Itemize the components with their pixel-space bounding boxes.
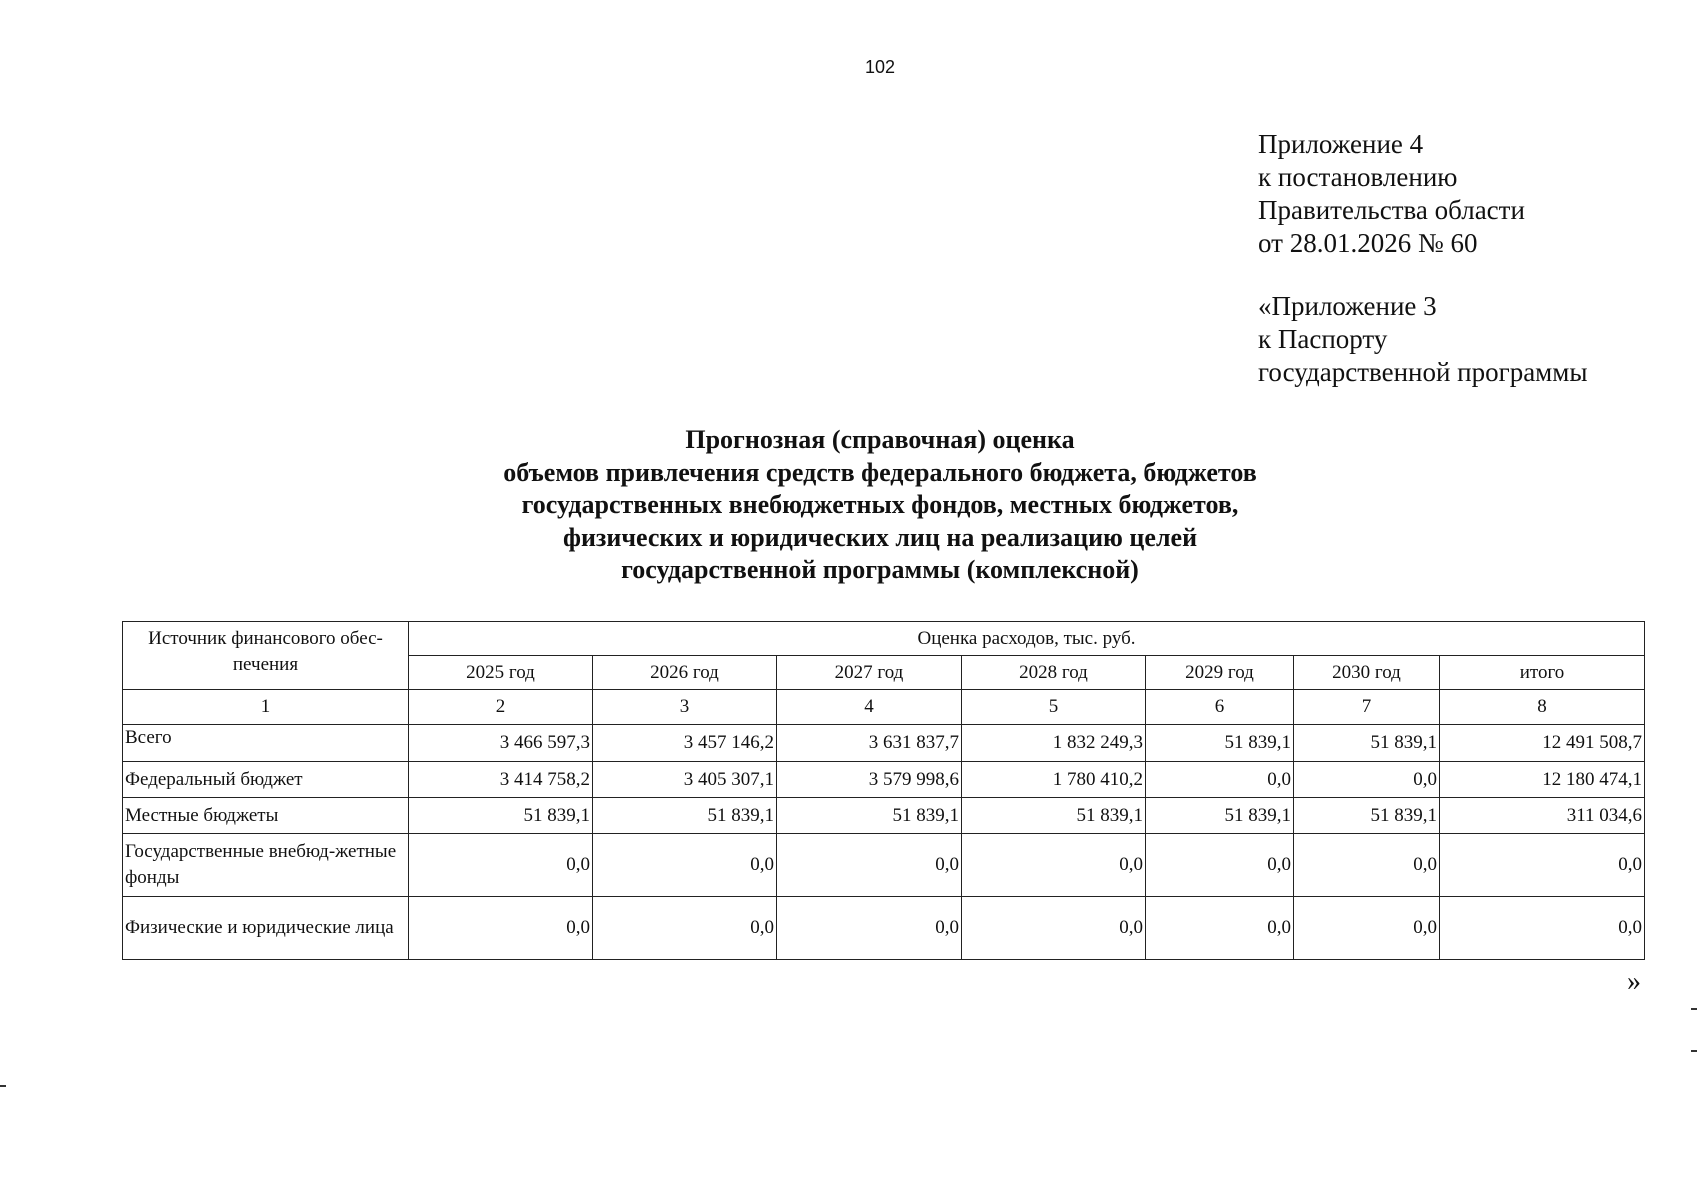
value-cell: 51 839,1 (1146, 725, 1294, 762)
column-number: 8 (1440, 690, 1645, 725)
total-cell: 12 491 508,7 (1440, 725, 1645, 762)
value-cell: 0,0 (1294, 762, 1440, 798)
source-header: Источник финансового обес-печения (123, 622, 409, 690)
appendix-line: Правительства области (1258, 195, 1525, 225)
appendix-line: к постановлению (1258, 162, 1458, 192)
year-header: 2026 год (593, 656, 777, 690)
value-cell: 1 780 410,2 (962, 762, 1146, 798)
value-cell: 0,0 (1294, 897, 1440, 960)
title-line: государственной программы (комплексной) (621, 555, 1139, 584)
year-header: 2028 год (962, 656, 1146, 690)
column-number: 3 (593, 690, 777, 725)
appendix-ref-line: «Приложение 3 (1258, 291, 1437, 321)
total-cell: 0,0 (1440, 897, 1645, 960)
appendix-ref-line: к Паспорту (1258, 324, 1388, 354)
value-cell: 0,0 (777, 897, 962, 960)
row-label: Физические и юридические лица (123, 897, 409, 960)
value-cell: 51 839,1 (1294, 725, 1440, 762)
value-cell: 3 579 998,6 (777, 762, 962, 798)
value-cell: 51 839,1 (593, 798, 777, 834)
value-cell: 0,0 (962, 834, 1146, 897)
value-cell: 0,0 (409, 834, 593, 897)
row-label: Всего (123, 725, 409, 762)
appendix-line: от 28.01.2026 № 60 (1258, 228, 1478, 258)
value-cell: 51 839,1 (962, 798, 1146, 834)
year-header: 2030 год (1294, 656, 1440, 690)
year-header: 2025 год (409, 656, 593, 690)
table-row (123, 725, 1645, 762)
value-cell: 0,0 (409, 897, 593, 960)
scan-edge-mark (0, 1085, 6, 1087)
appendix-ref-line: государственной программы (1258, 357, 1588, 387)
value-cell: 3 414 758,2 (409, 762, 593, 798)
column-number: 1 (123, 690, 409, 725)
value-cell: 0,0 (777, 834, 962, 897)
table-row (123, 897, 1645, 960)
table-row (123, 762, 1645, 798)
row-label: Федеральный бюджет (123, 762, 409, 798)
total-cell: 311 034,6 (1440, 798, 1645, 834)
total-cell: 12 180 474,1 (1440, 762, 1645, 798)
page-number: 102 (864, 57, 896, 77)
value-cell: 3 405 307,1 (593, 762, 777, 798)
value-cell: 51 839,1 (1294, 798, 1440, 834)
value-cell: 1 832 249,3 (962, 725, 1146, 762)
estimate-header: Оценка расходов, тыс. руб. (409, 622, 1645, 656)
value-cell: 0,0 (593, 897, 777, 960)
value-cell: 0,0 (1146, 762, 1294, 798)
column-number: 4 (777, 690, 962, 725)
column-number: 7 (1294, 690, 1440, 725)
total-header: итого (1440, 656, 1645, 690)
value-cell: 0,0 (1146, 834, 1294, 897)
year-header: 2027 год (777, 656, 962, 690)
financing-table (122, 621, 1645, 960)
column-number: 2 (409, 690, 593, 725)
value-cell: 3 457 146,2 (593, 725, 777, 762)
row-label: Государственные внебюд-жетные фонды (123, 834, 409, 897)
title-line: государственных внебюджетных фондов, местных бюджетов, (521, 490, 1239, 519)
title-line: физических и юридических лиц на реализацию целей (562, 522, 1198, 552)
table-row (123, 834, 1645, 897)
year-header: 2029 год (1146, 656, 1294, 690)
table-row (123, 798, 1645, 834)
closing-quote: » (1627, 966, 1641, 997)
column-number: 5 (962, 690, 1146, 725)
value-cell: 51 839,1 (1146, 798, 1294, 834)
value-cell: 0,0 (1294, 834, 1440, 897)
scan-edge-mark (1691, 1008, 1697, 1010)
total-cell: 0,0 (1440, 834, 1645, 897)
value-cell: 0,0 (593, 834, 777, 897)
appendix-reference-block (1258, 290, 1678, 389)
row-label: Местные бюджеты (123, 798, 409, 834)
title-line: Прогнозная (справочная) оценка (685, 425, 1075, 454)
appendix-block (1258, 128, 1678, 260)
value-cell: 3 466 597,3 (409, 725, 593, 762)
value-cell: 0,0 (1146, 897, 1294, 960)
value-cell: 51 839,1 (777, 798, 962, 834)
scan-edge-mark (1691, 1050, 1697, 1052)
title-line: объемов привлечения средств федерального бюджета, бюджетов (503, 457, 1257, 487)
document-title (380, 424, 1380, 587)
value-cell: 0,0 (962, 897, 1146, 960)
column-number: 6 (1146, 690, 1294, 725)
appendix-line: Приложение 4 (1258, 129, 1424, 159)
value-cell: 3 631 837,7 (777, 725, 962, 762)
value-cell: 51 839,1 (409, 798, 593, 834)
